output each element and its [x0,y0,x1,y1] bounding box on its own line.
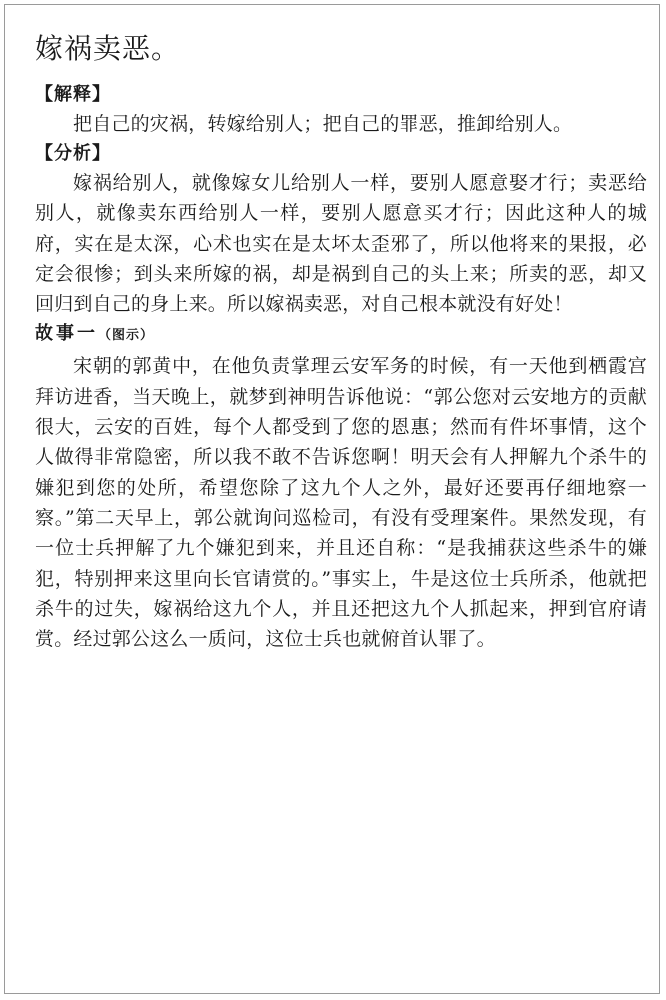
page-content [35,27,647,654]
story-note: （图示） [98,328,155,344]
story-heading: 故事一 [35,323,98,345]
analysis-heading: 【分析】 [35,143,111,164]
story-text: 宋朝的郭黄中，在他负责掌理云安军务的时候，有一天他到栖霞宫拜访进香，当天晚上，就梦到神明告诉他说：“郭公您对云安地方的贡献很大，云安的百姓，每个人都受到了您的恩惠；然而有件坏事情，这个人做得非常隐密，所以我不敢不告诉您啊！明天会有人押解九个杀牛的嫌犯到您的处所，希望您除了这九个人之外，最好还要再仔细地察一察。”第二天早上，郭公就询问巡检司，有没有受理案件。果然发现，有一位士兵押解了九个嫌犯到来，并且还自称：“是我捕获这些杀牛的嫌犯，特别押来这里向长官请赏的。”事实上，牛是这位士兵所杀，他就把杀牛的过失，嫁祸给这九个人，并且还把这九个人抓起来，押到官府请赏。经过郭公这么一质问，这位士兵也就俯首认罪了。 [35,355,647,651]
page-title: 嫁祸卖恶。 [35,32,181,65]
story-heading-line [35,319,647,351]
analysis-text: 嫁祸给别人，就像嫁女儿给别人一样，要别人愿意娶才行；卖恶给别人，就像卖东西给别人一样，要别人愿意买才行；因此这种人的城府，实在是太深，心术也实在是太坏太歪邪了，所以他将来的果报，必定会很惨；到头来所嫁的祸，却是祸到自己的头上来；所卖的恶，却又回归到自己的身上来。所以嫁祸卖恶，对自己根本就没有好处！ [35,172,647,316]
explanation-heading: 【解释】 [35,84,111,105]
explanation-text: 把自己的灾祸，转嫁给别人；把自己的罪恶，推卸给别人。 [73,113,573,135]
page [4,4,660,994]
